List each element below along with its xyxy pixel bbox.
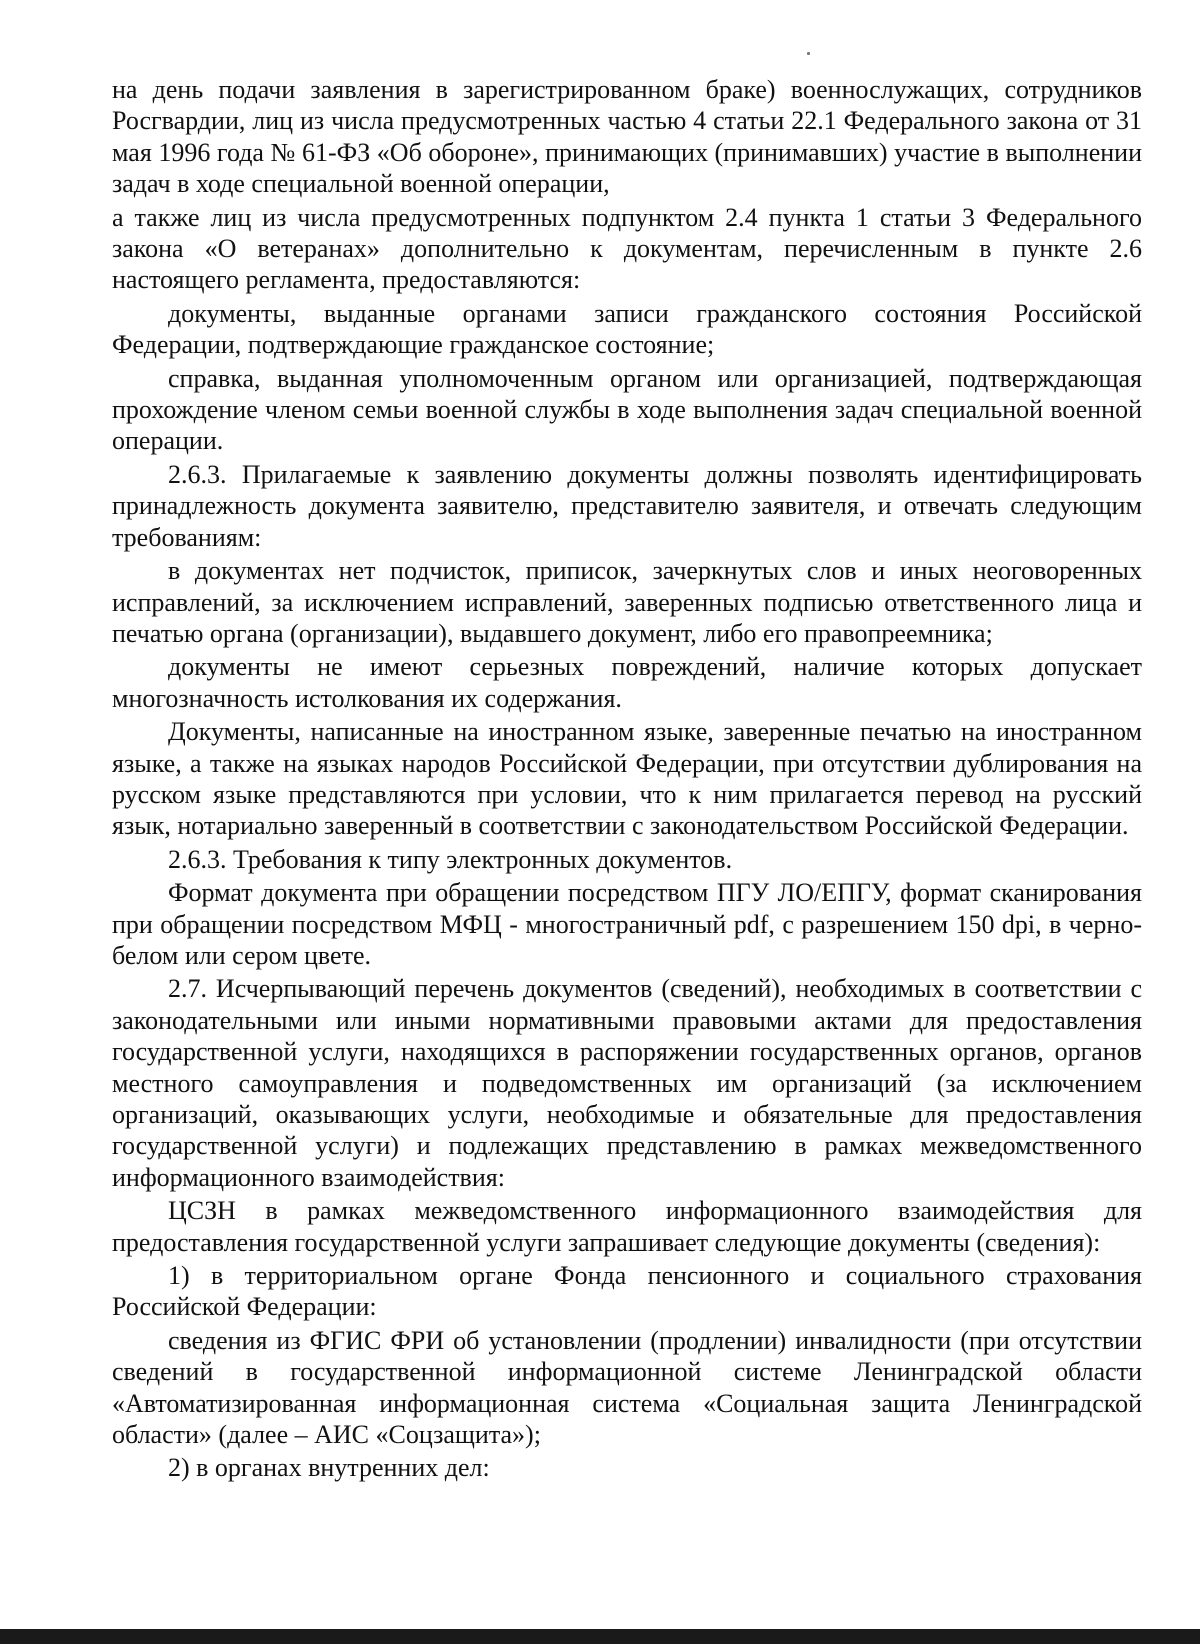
paragraph-2-7-list: 2.7. Исчерпывающий перечень документов (сведений), необходимых в соответствии с законодательными или иными нормативными правовыми актами для предоставления государственной услуги, находящихся в распоряжении государственных органов, органов местного самоуправления и подведомственных им организаций (за исключением организаций, оказывающих услуги, необходимые и обязательные для предоставления государственной услуги) и подлежащих представлению в рамках межведомственного информационного взаимодействия: [112,974,1142,1192]
paragraph-foreign-language: Документы, написанные на иностранном языке, заверенные печатью на иностранном языке, а также на языках народов Российской Федерации, при отсутствии дублирования на русском языке представляются при условии, что к ним прилагается перевод на русский язык, нотариально заверенный в соответствии с законодательством Российской Федерации. [112,717,1142,841]
paragraph-family-members: на день подачи заявления в зарегистрированном браке) военнослужащих, сотрудников Росгвардии, лиц из числа предусмотренных частью 4 статьи 22.1 Федерального закона от 31 мая 1996 года № 61-ФЗ «Об обороне», принимающих (принимавших) участие в выполнении задач в ходе специальной военной операции, [112,75,1142,199]
document-body [112,74,1142,1486]
paragraph-civil-status-documents: документы, выданные органами записи гражданского состояния Российской Федерации, подтверждающие гражданское состояние; [112,298,1142,360]
paragraph-file-format: Формат документа при обращении посредством ПГУ ЛО/ЕПГУ, формат сканирования при обращении посредством МФЦ - многостраничный pdf, с разрешением 150 dpi, в черно-белом или сером цвете. [112,878,1142,970]
paragraph-cszn-requests: ЦСЗН в рамках межведомственного информационного взаимодействия для предоставления государственной услуги запрашивает следующие документы (сведения): [112,1196,1142,1257]
paragraph-no-corrections: в документах нет подчисток, приписок, зачеркнутых слов и иных неоговоренных исправлений, за исключением исправлений, заверенных подписью ответственного лица и печатью органа (организации), выдавшего документ, либо его правопреемника; [112,556,1142,648]
paragraph-2-6-3-electronic-docs: 2.6.3. Требования к типу электронных документов. [168,844,733,874]
paragraph-veterans: а также лиц из числа предусмотренных подпунктом 2.4 пункта 1 статьи 3 Федерального закона «О ветеранах» дополнительно к документам, перечисленным в пункте 2.6 настоящего регламента, предоставляются: [112,202,1142,295]
paragraph-military-service-certificate: справка, выданная уполномоченным органом или организацией, подтверждающая прохождение членом семьи военной службы в ходе выполнения задач специальной военной операции. [112,363,1142,456]
paragraph-fgis-fri: сведения из ФГИС ФРИ об установлении (продлении) инвалидности (при отсутствии сведений в государственной информационной системе Ленинградской области «Автоматизированная информационная система «Социальная защита Ленинградской области» (далее – АИС «Соцзащита»); [112,1325,1142,1450]
paragraph-no-damage: документы не имеют серьезных повреждений, наличие которых допускает многозначность истолкования их содержания. [112,652,1142,713]
paragraph-internal-affairs: 2) в органах внутренних дел: [168,1453,490,1483]
paragraph-2-6-3-requirements: 2.6.3. Прилагаемые к заявлению документы должны позволять идентифицировать принадлежность документа заявителю, представителю заявителя, и отвечать следующим требованиям: [112,459,1142,552]
paragraph-pension-fund: 1) в территориальном органе Фонда пенсионного и социального страхования Российской Федерации: [112,1261,1142,1322]
scan-bottom-edge [0,1629,1200,1644]
scan-speck [807,52,810,55]
